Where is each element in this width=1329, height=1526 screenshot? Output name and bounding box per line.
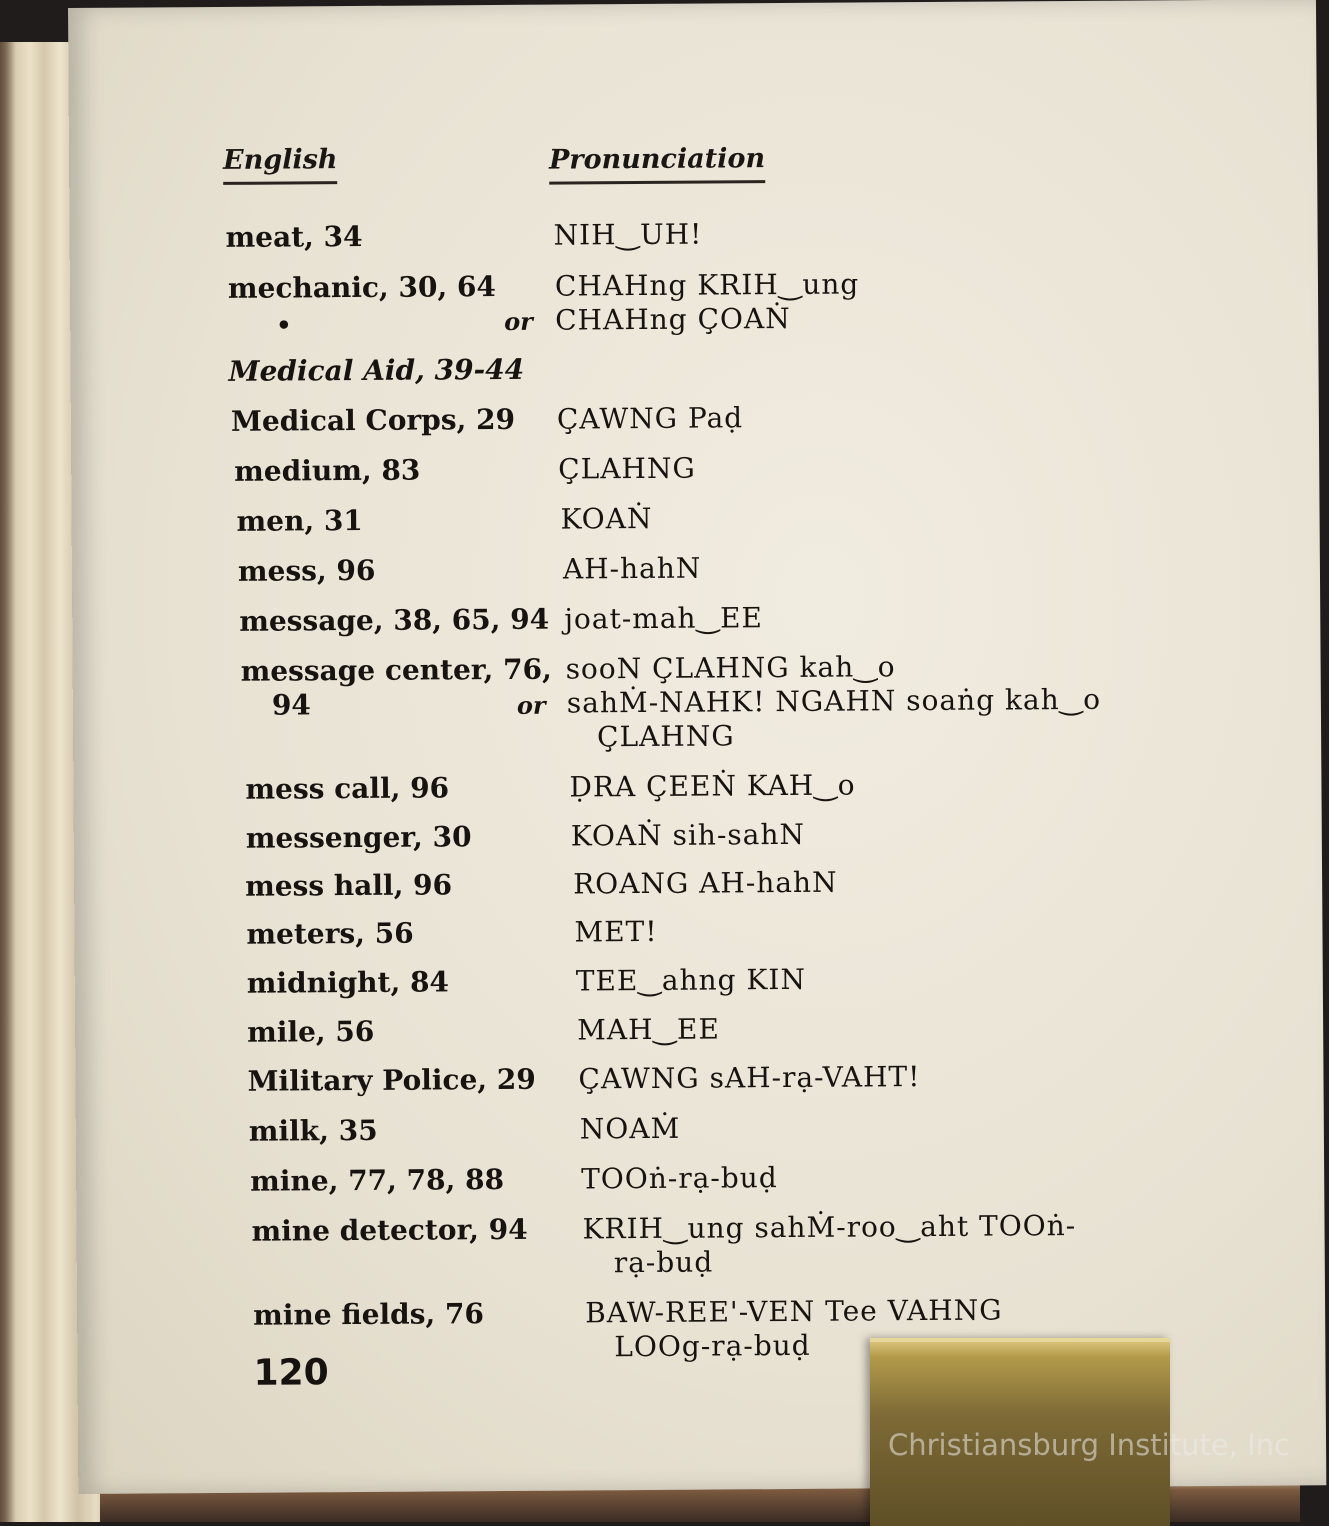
entry-pronunciation: NOAṀ bbox=[579, 1111, 681, 1146]
entry-pronunciation: CHAHng ÇOAṄ bbox=[555, 301, 791, 337]
entry-pronunciation: MET! bbox=[574, 914, 658, 949]
entry-pronunciation: ḌRA ÇEEṄ KAH‿o bbox=[569, 768, 856, 804]
entry-pronunciation: BAW-REE'-VEN Tee VAHNG bbox=[585, 1293, 1003, 1330]
entry-term: mine fields, 76 bbox=[253, 1297, 485, 1332]
entry-term: meters, 56 bbox=[246, 916, 414, 951]
entry-pronunciation: MAH‿EE bbox=[577, 1012, 720, 1047]
entry-term: message center, 76, bbox=[240, 652, 552, 688]
entry-term: mess, 96 bbox=[237, 553, 376, 588]
entry-term: meat, 34 bbox=[225, 219, 363, 254]
entry-term: mess hall, 96 bbox=[245, 868, 453, 903]
entry-term: Medical Corps, 29 bbox=[230, 402, 516, 438]
entry-term: midnight, 84 bbox=[246, 965, 450, 1000]
entry-term: messenger, 30 bbox=[245, 820, 472, 855]
section-heading: Medical Aid, 39-44 bbox=[228, 352, 525, 388]
entry-term: medium, 83 bbox=[234, 453, 421, 488]
entry-pronunciation: ROANG AH-hahN bbox=[573, 865, 838, 901]
entry-pronunciation: LOOg-rạ-buḍ bbox=[614, 1328, 811, 1364]
entry-term: Military Police, 29 bbox=[247, 1062, 536, 1098]
or-label: or bbox=[504, 306, 533, 336]
entry-term: mechanic, 30, 64 bbox=[227, 270, 497, 305]
header-english: English bbox=[223, 144, 338, 185]
entry-pronunciation: TOOṅ-rạ-buḍ bbox=[581, 1161, 778, 1196]
entry-pronunciation: ÇLAHNG bbox=[558, 451, 696, 486]
entry-pronunciation: KOAṄ sih-sahN bbox=[570, 817, 806, 853]
entry-pronunciation: rạ-buḍ bbox=[613, 1245, 714, 1280]
bullet-marker: • bbox=[276, 310, 292, 340]
entry-term: men, 31 bbox=[236, 503, 363, 538]
entry-term: mess call, 96 bbox=[245, 771, 450, 806]
book-page bbox=[68, 0, 1326, 1494]
entry-pronunciation: TEE‿ahng KIN bbox=[575, 962, 807, 998]
entry-term: mine detector, 94 bbox=[251, 1212, 528, 1248]
watermark: Christiansburg Institute, Inc bbox=[888, 1428, 1290, 1462]
entry-pronunciation: ÇAWNG Paḍ bbox=[556, 401, 744, 436]
entry-pronunciation: KOAṄ bbox=[560, 501, 653, 536]
entry-term: 94 bbox=[271, 688, 311, 722]
entry-pronunciation: ÇLAHNG bbox=[596, 719, 735, 754]
entry-pronunciation: sooN ÇLAHNG kah‿o bbox=[565, 650, 896, 686]
entry-pronunciation: AH-hahN bbox=[562, 551, 702, 586]
page-number: 120 bbox=[253, 1352, 329, 1394]
entry-pronunciation: joat-mah‿EE bbox=[564, 601, 763, 636]
entry-pronunciation: NIH‿UH! bbox=[553, 217, 703, 252]
entry-term: mine, 77, 78, 88 bbox=[250, 1162, 505, 1198]
header-pronunciation: Pronunciation bbox=[549, 143, 765, 185]
entry-pronunciation: sahṀ-NAHK! NGAHN soaṅg kah‿o bbox=[566, 682, 1102, 720]
entry-term: mile, 56 bbox=[247, 1014, 375, 1049]
entry-pronunciation: KRIH‿ung sahṀ-roo‿aht TOOṅ- bbox=[582, 1208, 1077, 1246]
entry-pronunciation: CHAHng KRIH‿ung bbox=[554, 267, 860, 303]
or-label: or bbox=[516, 690, 546, 720]
entry-term: message, 38, 65, 94 bbox=[239, 602, 550, 638]
entry-term: milk, 35 bbox=[248, 1113, 378, 1148]
entry-pronunciation: ÇAWNG sAH-rạ-VAHT! bbox=[578, 1060, 921, 1096]
